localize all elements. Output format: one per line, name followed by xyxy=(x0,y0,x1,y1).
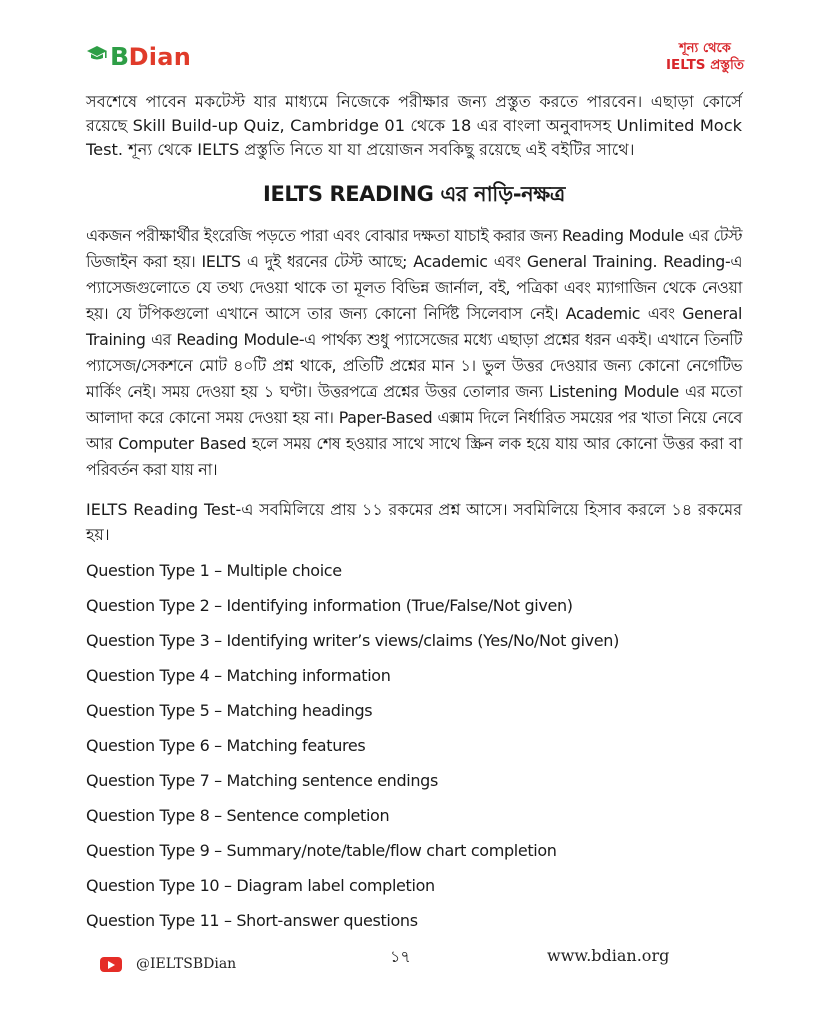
tagline-line1: শূন্য থেকে xyxy=(679,41,731,56)
logo-text: Dian xyxy=(128,42,192,71)
intro-paragraph: সবশেষে পাবেন মকটেস্ট যার মাধ্যমে নিজেকে পরীক্ষার জন্য প্রস্তুত করতে পারবেন। এছাড়া কোর্সে রয়েছে Skill Build-up Quiz, Cambridge 01 থেকে 18 এর বাংলা অনুবাদসহ Unlimited Mock Test. শূন্য থেকে IELTS প্রস্তুতি নিতে যা যা প্রয়োজন সবকিছু রয়েছে এই বইটির সাথে। xyxy=(86,92,742,159)
tagline xyxy=(666,40,744,74)
question-type-item: Question Type 8 – Sentence completion xyxy=(86,806,390,825)
logo-letter-b: B xyxy=(110,42,129,71)
website-link[interactable]: www.bdian.org xyxy=(547,946,670,965)
question-type-item: Question Type 3 – Identifying writer’s views/claims (Yes/No/Not given) xyxy=(86,631,619,650)
page-number: ১৭ xyxy=(390,947,411,966)
tagline-line2: IELTS প্রস্তুতি xyxy=(665,57,744,73)
question-type-list xyxy=(86,561,742,946)
body-paragraph: একজন পরীক্ষার্থীর ইংরেজি পড়তে পারা এবং বোঝার দক্ষতা যাচাই করার জন্য Reading Module এর টেস্ট ডিজাইন করা হয়। IELTS এ দুই ধরনের টেস্ট আছে; Academic এবং General Training. Reading-এ প্যাসেজগুলোতে যে তথ্য দেওয়া থাকে তা মূলত বিভিন্ন জার্নাল, বই, পত্রিকা এবং ম্যাগাজিন থেকে নেওয়া হয়। যে টপিকগুলো এখানে আসে তার জন্য কোনো নির্দিষ্ট সিলেবাস নেই। Academic এবং General Training এর Reading Module-এ পার্থক্য শুধু প্যাসেজের মধ্যে এছাড়া প্রশ্নের ধরন একই। এখানে তিনটি প্যাসেজ/সেকশনে মোট ৪০টি প্রশ্ন থাকে, প্রতিটি প্রশ্নের মান ১। ভুল উত্তর দেওয়ার জন্য কোনো নেগেটিভ মার্কিং নেই। সময় দেওয়া হয় ১ ঘণ্টা। উত্তরপত্রে প্রশ্নের উত্তর তোলার জন্য Listening Module এর মতো আলাদা করে কোনো সময় দেওয়া হয় না। Paper-Based এক্সাম দিলে নির্ধারিত সময়ের পর খাতা নিয়ে নেবে আর Computer Based হলে সময় শেষ হওয়ার সাথে সাথে স্ক্রিন লক হয়ে যায় আর কোনো উত্তর করা বা পরিবর্তন করা যায় না। xyxy=(86,226,742,479)
page-content xyxy=(86,90,742,946)
page-footer xyxy=(0,940,825,980)
question-type-item: Question Type 6 – Matching features xyxy=(86,736,366,755)
question-type-item: Question Type 11 – Short-answer questions xyxy=(86,911,418,930)
question-type-item: Question Type 5 – Matching headings xyxy=(86,701,373,720)
question-type-item: Question Type 4 – Matching information xyxy=(86,666,391,685)
question-type-item: Question Type 1 – Multiple choice xyxy=(86,561,342,580)
bdian-logo xyxy=(86,42,191,71)
graduation-cap-icon xyxy=(86,44,108,70)
youtube-icon[interactable] xyxy=(100,957,122,972)
page-header xyxy=(0,0,825,86)
question-type-item: Question Type 7 – Matching sentence endings xyxy=(86,771,438,790)
question-type-item: Question Type 2 – Identifying information (True/False/Not given) xyxy=(86,596,573,615)
youtube-handle[interactable]: @IELTSBDian xyxy=(136,956,237,972)
section-heading: IELTS READING এর নাড়ি-নক্ষত্র xyxy=(263,182,565,206)
question-type-item: Question Type 9 – Summary/note/table/flow chart completion xyxy=(86,841,557,860)
summary-paragraph: IELTS Reading Test-এ সবমিলিয়ে প্রায় ১১ রকমের প্রশ্ন আসে। সবমিলিয়ে হিসাব করলে ১৪ রকমের হয়। xyxy=(86,500,742,544)
question-type-item: Question Type 10 – Diagram label completion xyxy=(86,876,435,895)
